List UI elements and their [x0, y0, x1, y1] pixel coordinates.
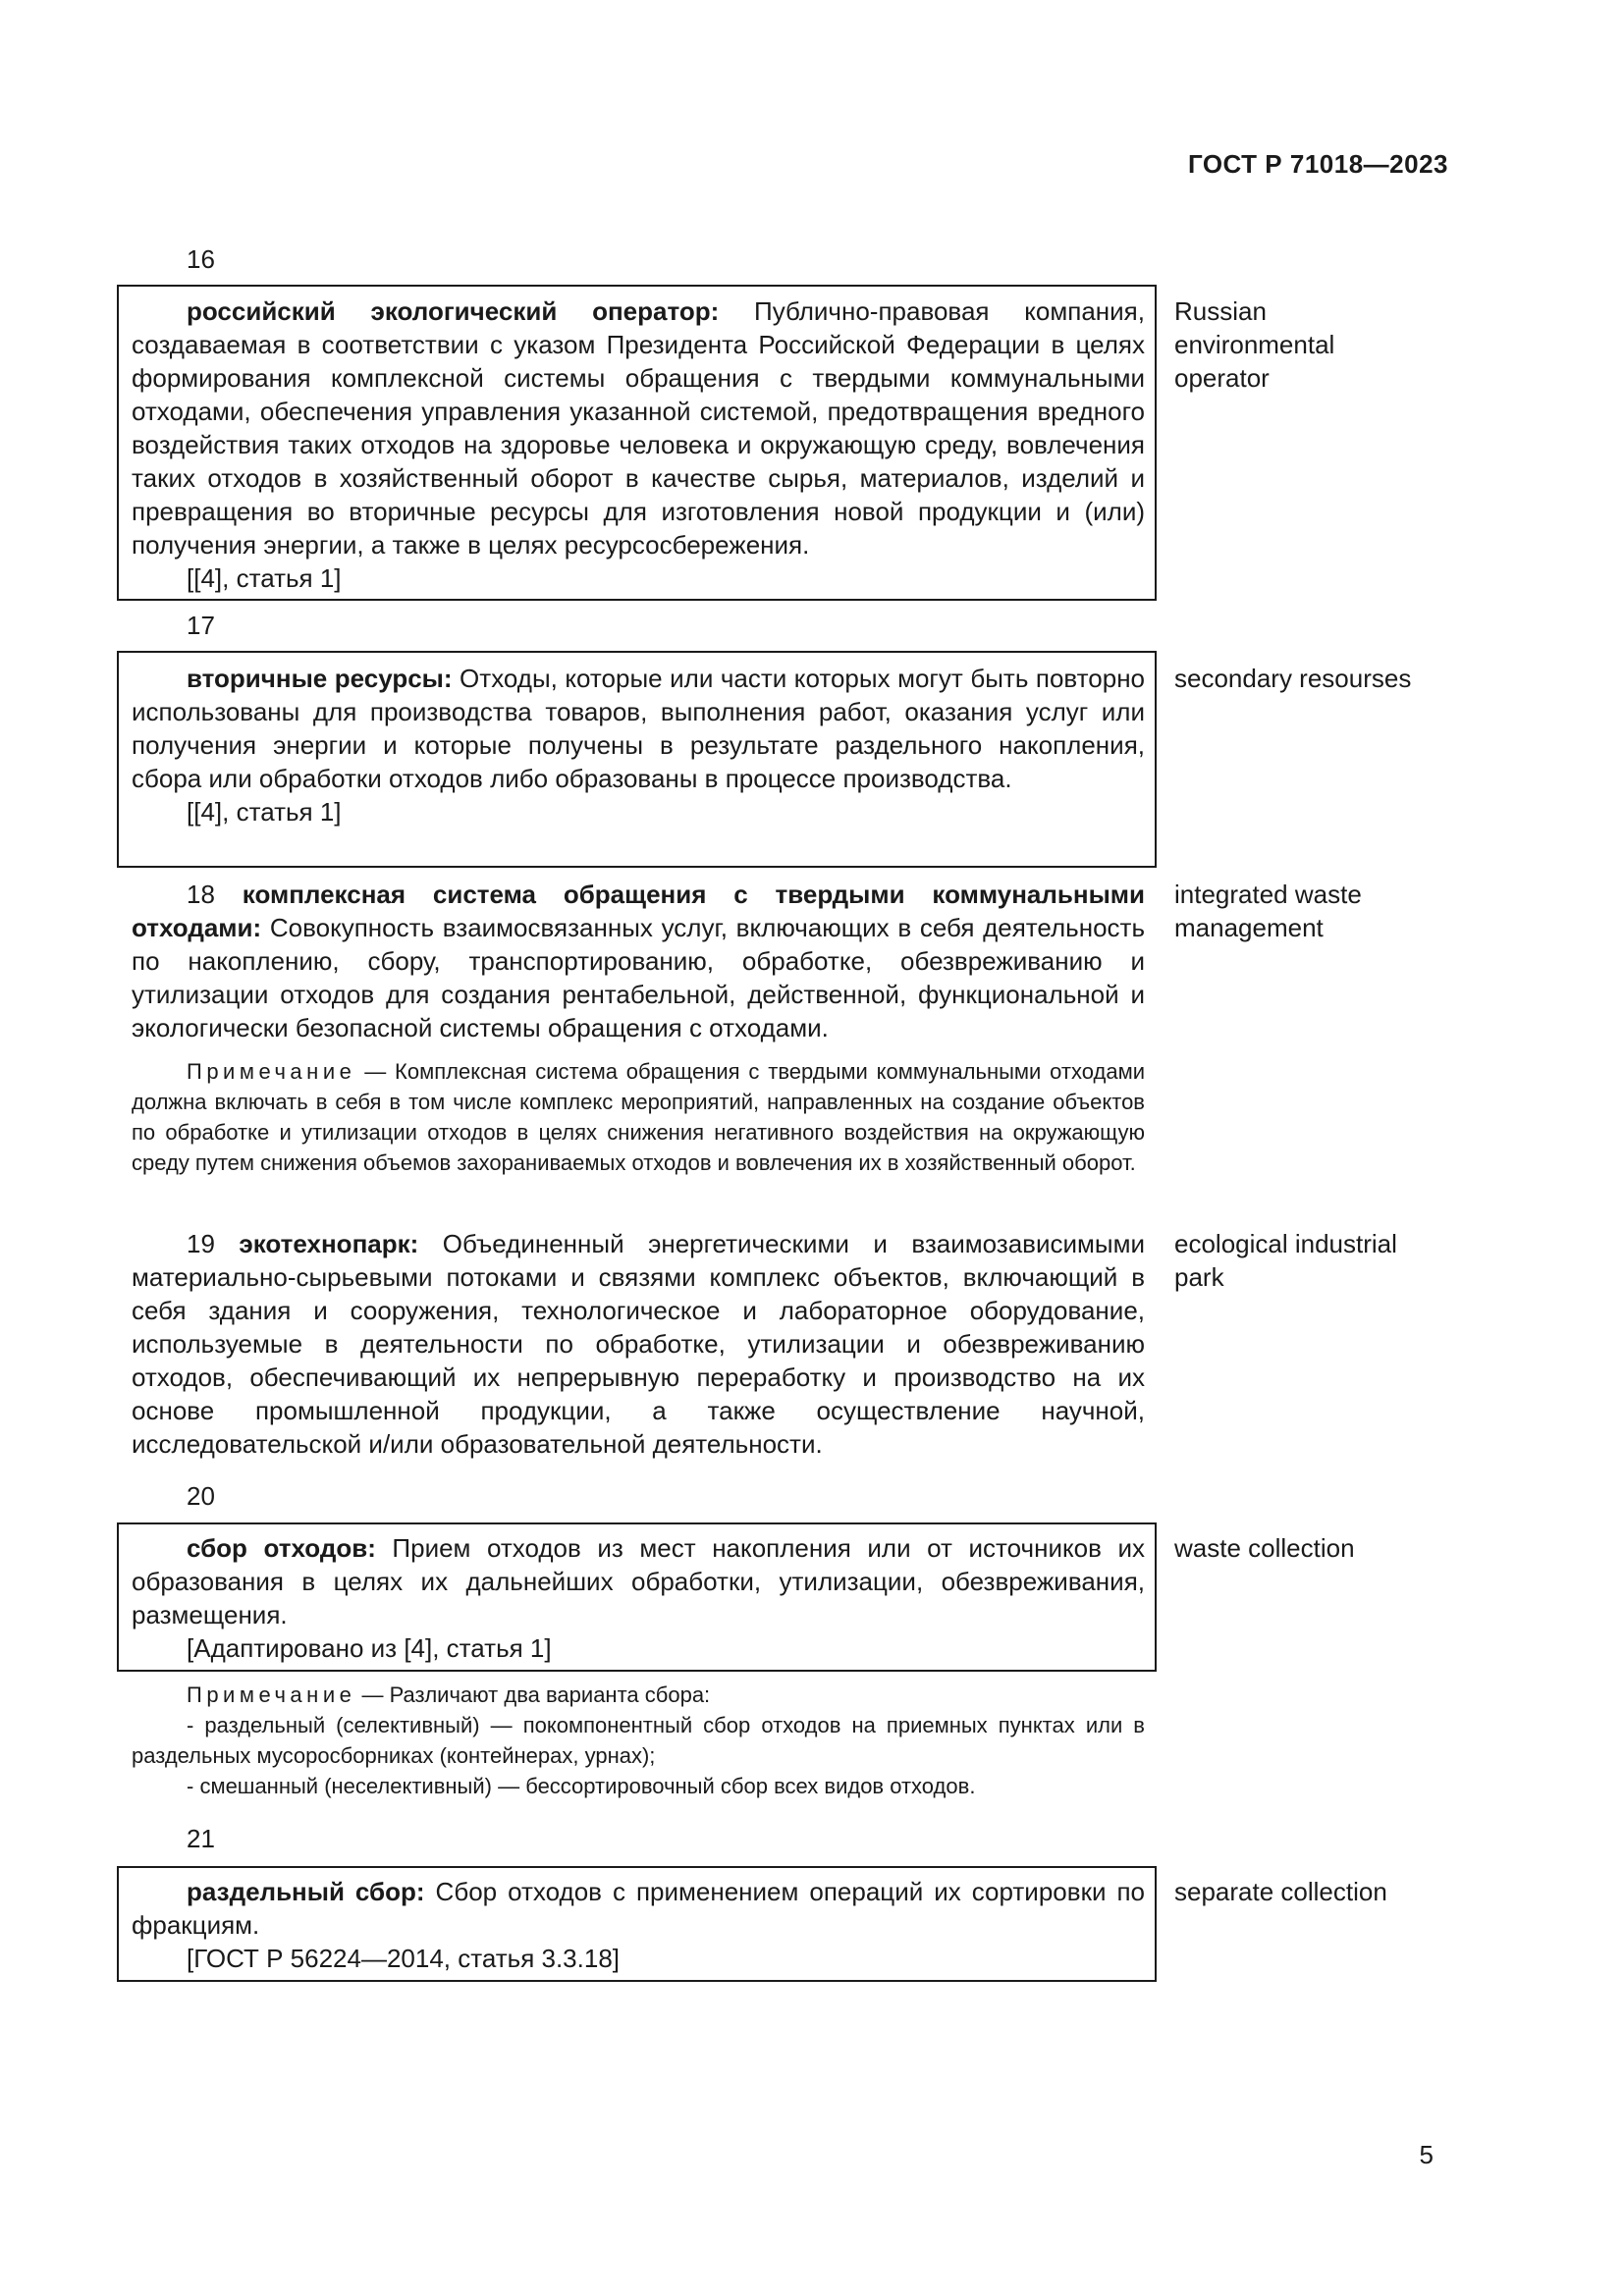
- term-number: 20: [187, 1481, 215, 1511]
- term-definition: [132, 294, 1145, 595]
- term-number: 17: [187, 611, 215, 640]
- note: [132, 1680, 1145, 1801]
- term-definition: [132, 1531, 1145, 1665]
- term-number: 21: [187, 1824, 215, 1853]
- term-definition: [132, 878, 1145, 1044]
- document-header: ГОСТ Р 71018—2023: [1187, 149, 1448, 179]
- term-source: [[4], статья 1]: [187, 563, 342, 593]
- term-definition: [132, 662, 1145, 828]
- note-list-item: - раздельный (селективный) — покомпонентный сбор отходов на приемных пунктах или в раздельных мусоросборниках (контейнерах, урнах);: [132, 1713, 1145, 1768]
- term-title: комплексная система обращения с твердыми коммунальными отходами:: [132, 880, 1145, 942]
- definition-text: Прием отходов из мест накопления или от источников их образования в целях их дальнейших обработки, утилизации, обезвреживания, размещения.: [132, 1533, 1146, 1629]
- definition-text: Совокупность взаимосвязанных услуг, включающих в себя деятельность по накоплению, сбору, транспортированию, обработке, обезвреживанию и утилизации отходов для создания рентабельной, действенной, функциональной и экологически безопасной системы обращения с отходами.: [132, 913, 1145, 1042]
- term-title: раздельный сбор:: [187, 1877, 425, 1906]
- english-term: waste collection: [1174, 1533, 1355, 1563]
- term-title: сбор отходов:: [187, 1533, 376, 1563]
- term-source: [ГОСТ Р 56224—2014, статья 3.3.18]: [187, 1944, 621, 1973]
- english-term: secondary resourses: [1174, 664, 1412, 693]
- term-title: вторичные ресурсы:: [187, 664, 453, 693]
- english-term: separate collection: [1174, 1877, 1387, 1906]
- note-label: Примечание: [187, 1059, 356, 1084]
- term-definition: [132, 1875, 1145, 1975]
- note-list-item: - смешанный (неселективный) — бессортировочный сбор всех видов отходов.: [187, 1774, 976, 1798]
- definition-text: Объединенный энергетическими и взаимозависимыми материально-сырьевыми потоками и связями комплекс объектов, включающий в себя здания и сооружения, технологическое и лабораторное оборудование, используемые в деятельности по обработке, утилизации и обезвреживанию отходов, обеспечивающий их непрерывную переработку и производство на их основе промышленной продукции, а также осуществление научной, исследовательской и/или образовательной деятельности.: [132, 1229, 1145, 1459]
- english-term: Russian environmental operator: [1174, 296, 1335, 393]
- term-number: 19: [187, 1229, 215, 1258]
- note-text: — Комплексная система обращения с твердыми коммунальными отходами должна включать в себя в том числе комплекс мероприятий, направленных на создание объектов по обработке и утилизации отходов в целях снижения негативного воздействия на окружающую среду путем снижения объемов захораниваемых отходов и вовлечения их в хозяйственный оборот.: [132, 1059, 1145, 1175]
- english-term: ecological industrial park: [1174, 1229, 1397, 1292]
- term-source: [Адаптировано из [4], статья 1]: [187, 1633, 552, 1663]
- term-title: российский экологический оператор:: [187, 296, 720, 326]
- note: [132, 1056, 1145, 1178]
- definition-text: Публично-правовая компания, создаваемая в соответствии с указом Президента Российской Федерации в целях формирования комплексной системы обращения с твердыми коммунальными отходами, обеспечения управления указанной системой, предотвращения вредного воздействия таких отходов на здоровье человека и окружающую среду, вовлечения таких отходов в хозяйственный оборот в качестве сырья, материалов, изделий и превращения во вторичные ресурсы для изготовления новой продукции и (или) получения энергии, а также в целях ресурсосбережения.: [132, 296, 1145, 560]
- definition-text: Отходы, которые или части которых могут быть повторно использованы для производства товаров, выполнения работ, оказания услуг или получения энергии и которые получены в результате раздельного накопления, сбора или обработки отходов либо образованы в процессе производства.: [132, 664, 1146, 793]
- term-title: экотехнопарк:: [239, 1229, 419, 1258]
- page-number: 5: [1419, 2140, 1434, 2169]
- term-source: [[4], статья 1]: [187, 797, 342, 827]
- term-number: 16: [187, 244, 215, 274]
- definition-text: Сбор отходов с применением операций их сортировки по фракциям.: [132, 1877, 1145, 1940]
- note-text: — Различают два варианта сбора:: [355, 1682, 711, 1707]
- note-label: Примечание: [187, 1682, 356, 1707]
- english-term: integrated waste management: [1174, 880, 1362, 942]
- term-number: 18: [187, 880, 215, 909]
- term-definition: [132, 1227, 1145, 1461]
